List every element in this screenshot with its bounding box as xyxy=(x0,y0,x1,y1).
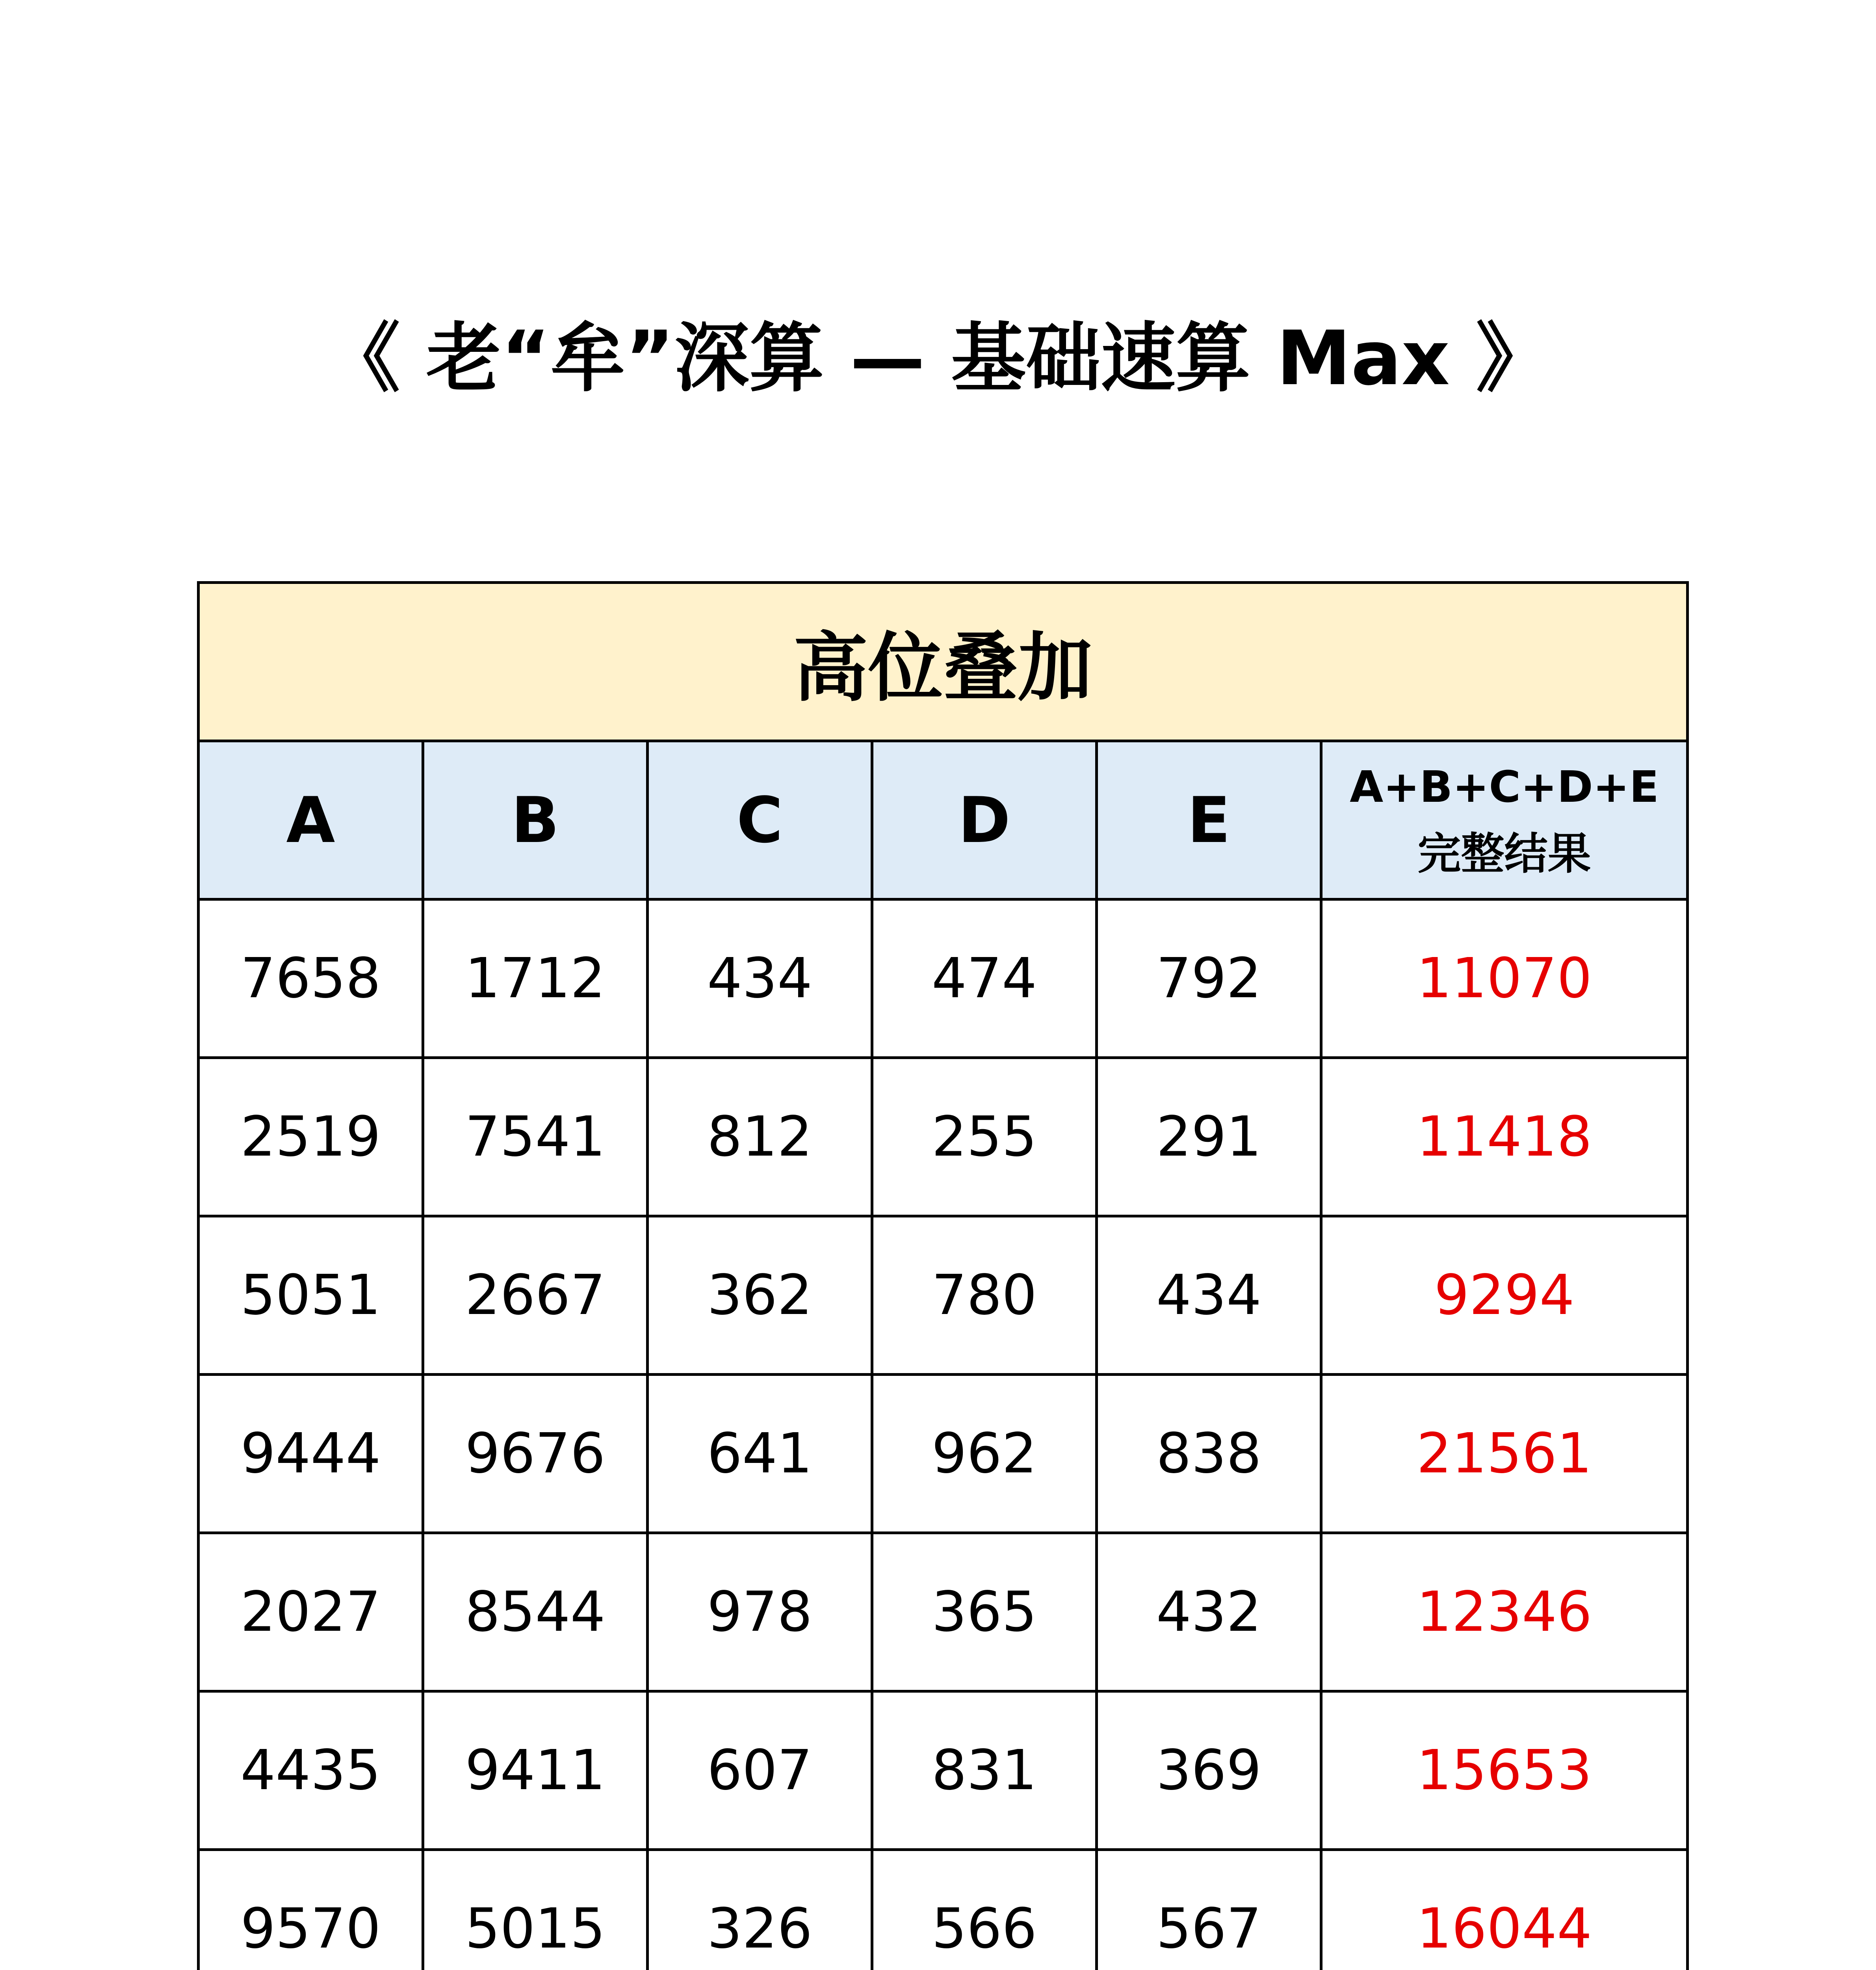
value-cell-c: 812 xyxy=(648,1058,872,1216)
result-header-label: 完整结果 xyxy=(1417,828,1591,879)
column-header-d: D xyxy=(872,741,1097,900)
table-row xyxy=(199,1216,1688,1375)
value-cell-d: 474 xyxy=(872,900,1097,1058)
value-cell-b: 9411 xyxy=(423,1691,648,1850)
table-row xyxy=(199,1375,1688,1533)
column-header-e: E xyxy=(1097,741,1321,900)
value-cell-d: 566 xyxy=(872,1850,1097,1970)
value-cell-d: 365 xyxy=(872,1533,1097,1691)
column-header-c: C xyxy=(648,741,872,900)
table-header-row xyxy=(199,741,1688,900)
value-cell-e: 291 xyxy=(1097,1058,1321,1216)
value-cell-a: 2027 xyxy=(199,1533,423,1691)
value-cell-d: 962 xyxy=(872,1375,1097,1533)
value-cell-c: 607 xyxy=(648,1691,872,1850)
table-row xyxy=(199,1850,1688,1970)
value-cell-e: 434 xyxy=(1097,1216,1321,1375)
value-cell-b: 8544 xyxy=(423,1533,648,1691)
result-cell: 9294 xyxy=(1321,1216,1688,1375)
page-title: 《 老“牟”深算 — 基础速算 Max 》 xyxy=(325,315,1551,402)
table-body xyxy=(199,900,1688,1970)
value-cell-c: 326 xyxy=(648,1850,872,1970)
table-caption: 高位叠加 xyxy=(199,583,1688,741)
value-cell-e: 567 xyxy=(1097,1850,1321,1970)
value-cell-b: 7541 xyxy=(423,1058,648,1216)
table-row xyxy=(199,1058,1688,1216)
value-cell-b: 1712 xyxy=(423,900,648,1058)
result-cell: 11418 xyxy=(1321,1058,1688,1216)
value-cell-d: 255 xyxy=(872,1058,1097,1216)
value-cell-d: 780 xyxy=(872,1216,1097,1375)
value-cell-e: 369 xyxy=(1097,1691,1321,1850)
column-header-a: A xyxy=(199,741,423,900)
result-cell: 21561 xyxy=(1321,1375,1688,1533)
value-cell-a: 2519 xyxy=(199,1058,423,1216)
column-header-b: B xyxy=(423,741,648,900)
addition-table xyxy=(197,581,1689,1970)
result-header-formula: A+B+C+D+E xyxy=(1350,761,1659,812)
value-cell-e: 792 xyxy=(1097,900,1321,1058)
value-cell-d: 831 xyxy=(872,1691,1097,1850)
result-cell: 12346 xyxy=(1321,1533,1688,1691)
table-row xyxy=(199,1533,1688,1691)
value-cell-c: 362 xyxy=(648,1216,872,1375)
value-cell-a: 4435 xyxy=(199,1691,423,1850)
result-cell: 11070 xyxy=(1321,900,1688,1058)
value-cell-c: 641 xyxy=(648,1375,872,1533)
value-cell-a: 7658 xyxy=(199,900,423,1058)
value-cell-a: 5051 xyxy=(199,1216,423,1375)
value-cell-c: 434 xyxy=(648,900,872,1058)
column-header-result xyxy=(1321,741,1688,900)
value-cell-b: 2667 xyxy=(423,1216,648,1375)
value-cell-c: 978 xyxy=(648,1533,872,1691)
table-row xyxy=(199,1691,1688,1850)
result-cell: 15653 xyxy=(1321,1691,1688,1850)
value-cell-b: 9676 xyxy=(423,1375,648,1533)
table-row xyxy=(199,900,1688,1058)
value-cell-e: 432 xyxy=(1097,1533,1321,1691)
result-cell: 16044 xyxy=(1321,1850,1688,1970)
table-caption-row xyxy=(199,583,1688,741)
value-cell-e: 838 xyxy=(1097,1375,1321,1533)
value-cell-b: 5015 xyxy=(423,1850,648,1970)
value-cell-a: 9444 xyxy=(199,1375,423,1533)
value-cell-a: 9570 xyxy=(199,1850,423,1970)
